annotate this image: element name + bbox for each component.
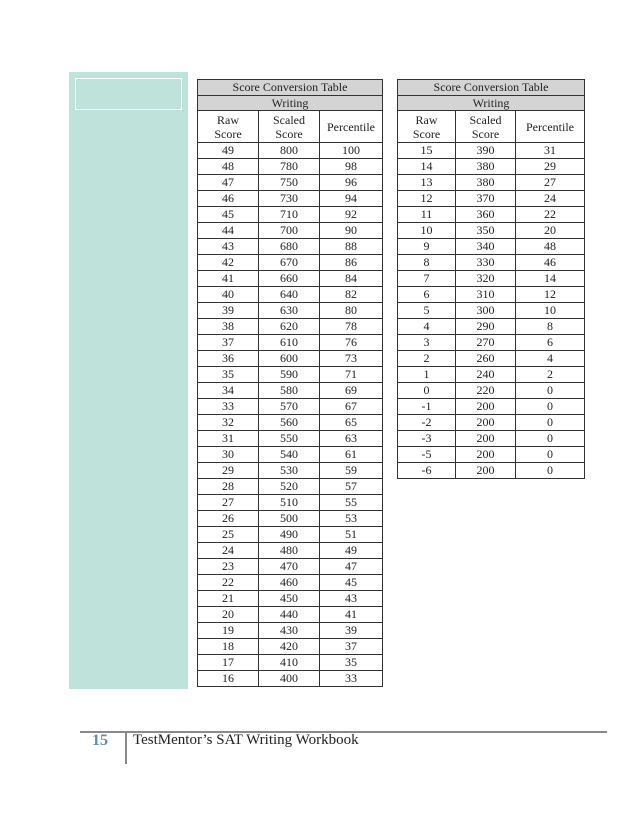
table-cell: 96 <box>320 175 383 191</box>
table-title: Score Conversion Table <box>398 80 585 96</box>
table-cell: 750 <box>259 175 320 191</box>
table-header-row <box>398 111 585 143</box>
table-row <box>198 319 383 335</box>
table-cell: 49 <box>198 143 259 159</box>
table-row <box>398 335 585 351</box>
table-cell: 41 <box>198 271 259 287</box>
table-cell: 25 <box>198 527 259 543</box>
table-cell: 0 <box>516 383 585 399</box>
table-cell: 570 <box>259 399 320 415</box>
column-header: Percentile <box>320 111 383 143</box>
table-cell: 460 <box>259 575 320 591</box>
table-cell: 33 <box>320 671 383 687</box>
table-cell: 47 <box>198 175 259 191</box>
table-cell: 3 <box>398 335 456 351</box>
table-cell: 73 <box>320 351 383 367</box>
table-row <box>198 367 383 383</box>
table-title-row <box>398 80 585 96</box>
table-cell: 88 <box>320 239 383 255</box>
table-cell: 24 <box>516 191 585 207</box>
table-row <box>198 447 383 463</box>
table-cell: 30 <box>198 447 259 463</box>
score-conversion-table-right <box>397 79 585 479</box>
table-cell: 36 <box>198 351 259 367</box>
table-cell: 80 <box>320 303 383 319</box>
table-row <box>198 511 383 527</box>
table-row <box>198 287 383 303</box>
table-cell: 27 <box>198 495 259 511</box>
table-cell: 14 <box>516 271 585 287</box>
table-cell: 710 <box>259 207 320 223</box>
table-cell: 480 <box>259 543 320 559</box>
table-cell: 4 <box>516 351 585 367</box>
table-cell: 560 <box>259 415 320 431</box>
footer-divider <box>125 731 127 764</box>
table-cell: 9 <box>398 239 456 255</box>
table-cell: 17 <box>198 655 259 671</box>
table-cell: 680 <box>259 239 320 255</box>
table-cell: 640 <box>259 287 320 303</box>
table-cell: -5 <box>398 447 456 463</box>
table-cell: 450 <box>259 591 320 607</box>
table-cell: 2 <box>516 367 585 383</box>
table-cell: 1 <box>398 367 456 383</box>
table-cell: 10 <box>398 223 456 239</box>
table-cell: 200 <box>456 463 516 479</box>
table-row <box>198 351 383 367</box>
table-cell: 26 <box>198 511 259 527</box>
table-cell: 37 <box>198 335 259 351</box>
table-row <box>198 559 383 575</box>
table-cell: 390 <box>456 143 516 159</box>
table-cell: 84 <box>320 271 383 287</box>
table-row <box>198 191 383 207</box>
table-cell: 61 <box>320 447 383 463</box>
table-cell: 15 <box>398 143 456 159</box>
table-cell: 55 <box>320 495 383 511</box>
table-row <box>198 335 383 351</box>
table-cell: 380 <box>456 175 516 191</box>
table-row <box>198 383 383 399</box>
table-cell: 310 <box>456 287 516 303</box>
table-row <box>198 415 383 431</box>
table-cell: 46 <box>198 191 259 207</box>
table-row <box>198 159 383 175</box>
table-cell: 10 <box>516 303 585 319</box>
table-title: Score Conversion Table <box>198 80 383 96</box>
table-cell: 16 <box>198 671 259 687</box>
page-number: 15 <box>92 732 108 749</box>
table-cell: 43 <box>320 591 383 607</box>
column-header: Percentile <box>516 111 585 143</box>
table-cell: 530 <box>259 463 320 479</box>
table-cell: 300 <box>456 303 516 319</box>
table-row <box>198 175 383 191</box>
table-row <box>198 223 383 239</box>
table-row <box>198 143 383 159</box>
table-row <box>198 479 383 495</box>
column-header: Scaled Score <box>456 111 516 143</box>
table-cell: 40 <box>198 287 259 303</box>
table-row <box>398 319 585 335</box>
table-cell: 470 <box>259 559 320 575</box>
table-cell: 0 <box>516 399 585 415</box>
table-cell: 2 <box>398 351 456 367</box>
table-cell: 45 <box>198 207 259 223</box>
table-cell: 350 <box>456 223 516 239</box>
table-cell: 20 <box>516 223 585 239</box>
column-header: Raw Score <box>398 111 456 143</box>
table-cell: 48 <box>198 159 259 175</box>
decorative-sidebar <box>69 72 188 689</box>
table-cell: 0 <box>516 463 585 479</box>
table-row <box>198 431 383 447</box>
table-cell: 700 <box>259 223 320 239</box>
table-cell: 18 <box>198 639 259 655</box>
table-cell: 630 <box>259 303 320 319</box>
table-cell: 5 <box>398 303 456 319</box>
sidebar-box <box>75 78 182 110</box>
table-cell: 0 <box>516 431 585 447</box>
footer-title: TestMentor’s SAT Writing Workbook <box>133 732 359 748</box>
table-cell: 220 <box>456 383 516 399</box>
table-cell: 63 <box>320 431 383 447</box>
column-header: Scaled Score <box>259 111 320 143</box>
table-cell: 43 <box>198 239 259 255</box>
table-row <box>198 207 383 223</box>
table-row <box>398 383 585 399</box>
table-row <box>398 399 585 415</box>
table-row <box>198 463 383 479</box>
table-cell: 370 <box>456 191 516 207</box>
table-cell: 21 <box>198 591 259 607</box>
table-row <box>198 527 383 543</box>
table-cell: 53 <box>320 511 383 527</box>
score-conversion-table-left <box>197 79 383 687</box>
table-cell: 11 <box>398 207 456 223</box>
table-cell: 94 <box>320 191 383 207</box>
table-cell: 13 <box>398 175 456 191</box>
table-cell: 98 <box>320 159 383 175</box>
table-row <box>198 495 383 511</box>
table-cell: 340 <box>456 239 516 255</box>
table-row <box>398 351 585 367</box>
table-row <box>398 271 585 287</box>
table-cell: 48 <box>516 239 585 255</box>
table-cell: 22 <box>516 207 585 223</box>
table-cell: 65 <box>320 415 383 431</box>
table-title-row <box>198 80 383 96</box>
table-cell: 540 <box>259 447 320 463</box>
table-row <box>398 223 585 239</box>
table-cell: 12 <box>516 287 585 303</box>
table-row <box>398 175 585 191</box>
table-cell: 92 <box>320 207 383 223</box>
table-cell: 27 <box>516 175 585 191</box>
table-cell: 7 <box>398 271 456 287</box>
table-cell: 6 <box>516 335 585 351</box>
table-cell: 39 <box>320 623 383 639</box>
table-cell: 0 <box>398 383 456 399</box>
table-cell: 510 <box>259 495 320 511</box>
table-cell: -3 <box>398 431 456 447</box>
table-cell: 19 <box>198 623 259 639</box>
table-cell: 67 <box>320 399 383 415</box>
table-row <box>198 623 383 639</box>
table-cell: 86 <box>320 255 383 271</box>
table-cell: 39 <box>198 303 259 319</box>
table-cell: 320 <box>456 271 516 287</box>
table-cell: 59 <box>320 463 383 479</box>
table-cell: 34 <box>198 383 259 399</box>
table-cell: 200 <box>456 415 516 431</box>
table-cell: 100 <box>320 143 383 159</box>
table-cell: 440 <box>259 607 320 623</box>
table-row <box>198 271 383 287</box>
table-cell: 49 <box>320 543 383 559</box>
table-cell: 8 <box>516 319 585 335</box>
table-cell: 45 <box>320 575 383 591</box>
table-row <box>398 367 585 383</box>
table-cell: 500 <box>259 511 320 527</box>
table-cell: 90 <box>320 223 383 239</box>
table-cell: 260 <box>456 351 516 367</box>
table-cell: 38 <box>198 319 259 335</box>
table-cell: 78 <box>320 319 383 335</box>
table-cell: 35 <box>320 655 383 671</box>
table-cell: 28 <box>198 479 259 495</box>
table-row <box>398 431 585 447</box>
table-cell: 46 <box>516 255 585 271</box>
table-subtitle: Writing <box>198 96 383 111</box>
table-row <box>398 287 585 303</box>
table-cell: 51 <box>320 527 383 543</box>
table-cell: 35 <box>198 367 259 383</box>
table-row <box>398 255 585 271</box>
table-cell: 580 <box>259 383 320 399</box>
table-cell: 82 <box>320 287 383 303</box>
table-cell: 600 <box>259 351 320 367</box>
table-cell: 8 <box>398 255 456 271</box>
table-cell: 550 <box>259 431 320 447</box>
table-cell: 57 <box>320 479 383 495</box>
table-cell: 69 <box>320 383 383 399</box>
table-cell: 71 <box>320 367 383 383</box>
table-row <box>398 191 585 207</box>
table-cell: 780 <box>259 159 320 175</box>
table-cell: 800 <box>259 143 320 159</box>
table-cell: 44 <box>198 223 259 239</box>
table-row <box>198 671 383 687</box>
table-cell: 290 <box>456 319 516 335</box>
table-cell: 4 <box>398 319 456 335</box>
table-cell: 41 <box>320 607 383 623</box>
table-cell: 380 <box>456 159 516 175</box>
table-cell: 12 <box>398 191 456 207</box>
table-row <box>398 415 585 431</box>
table-row <box>398 303 585 319</box>
table-cell: 47 <box>320 559 383 575</box>
table-cell: -1 <box>398 399 456 415</box>
table-cell: 31 <box>516 143 585 159</box>
table-cell: 670 <box>259 255 320 271</box>
table-cell: 590 <box>259 367 320 383</box>
table-cell: 20 <box>198 607 259 623</box>
table-row <box>398 159 585 175</box>
table-row <box>198 655 383 671</box>
table-cell: 360 <box>456 207 516 223</box>
table-cell: 33 <box>198 399 259 415</box>
table-row <box>198 399 383 415</box>
table-cell: 0 <box>516 447 585 463</box>
table-cell: 24 <box>198 543 259 559</box>
table-row <box>198 255 383 271</box>
table-cell: 430 <box>259 623 320 639</box>
table-cell: 22 <box>198 575 259 591</box>
table-cell: 610 <box>259 335 320 351</box>
table-cell: 520 <box>259 479 320 495</box>
table-cell: 200 <box>456 399 516 415</box>
table-row <box>198 575 383 591</box>
table-cell: 29 <box>198 463 259 479</box>
table-row <box>398 239 585 255</box>
table-row <box>398 463 585 479</box>
table-cell: 200 <box>456 431 516 447</box>
table-subtitle: Writing <box>398 96 585 111</box>
table-cell: 42 <box>198 255 259 271</box>
table-row <box>198 239 383 255</box>
table-cell: -6 <box>398 463 456 479</box>
table-cell: 620 <box>259 319 320 335</box>
table-cell: 76 <box>320 335 383 351</box>
table-row <box>198 607 383 623</box>
table-row <box>198 303 383 319</box>
table-header-row <box>198 111 383 143</box>
table-cell: 660 <box>259 271 320 287</box>
table-cell: 490 <box>259 527 320 543</box>
table-cell: 0 <box>516 415 585 431</box>
table-cell: 270 <box>456 335 516 351</box>
table-subtitle-row <box>198 96 383 111</box>
table-cell: 330 <box>456 255 516 271</box>
table-cell: 410 <box>259 655 320 671</box>
table-cell: 730 <box>259 191 320 207</box>
table-row <box>398 207 585 223</box>
table-cell: 29 <box>516 159 585 175</box>
table-row <box>398 447 585 463</box>
table-cell: 32 <box>198 415 259 431</box>
table-cell: 200 <box>456 447 516 463</box>
table-subtitle-row <box>398 96 585 111</box>
table-cell: 400 <box>259 671 320 687</box>
table-cell: 14 <box>398 159 456 175</box>
table-row <box>398 143 585 159</box>
table-cell: 6 <box>398 287 456 303</box>
table-cell: 420 <box>259 639 320 655</box>
column-header: Raw Score <box>198 111 259 143</box>
table-row <box>198 639 383 655</box>
table-cell: 23 <box>198 559 259 575</box>
table-cell: 37 <box>320 639 383 655</box>
table-row <box>198 543 383 559</box>
table-cell: 240 <box>456 367 516 383</box>
table-row <box>198 591 383 607</box>
table-cell: 31 <box>198 431 259 447</box>
table-cell: -2 <box>398 415 456 431</box>
